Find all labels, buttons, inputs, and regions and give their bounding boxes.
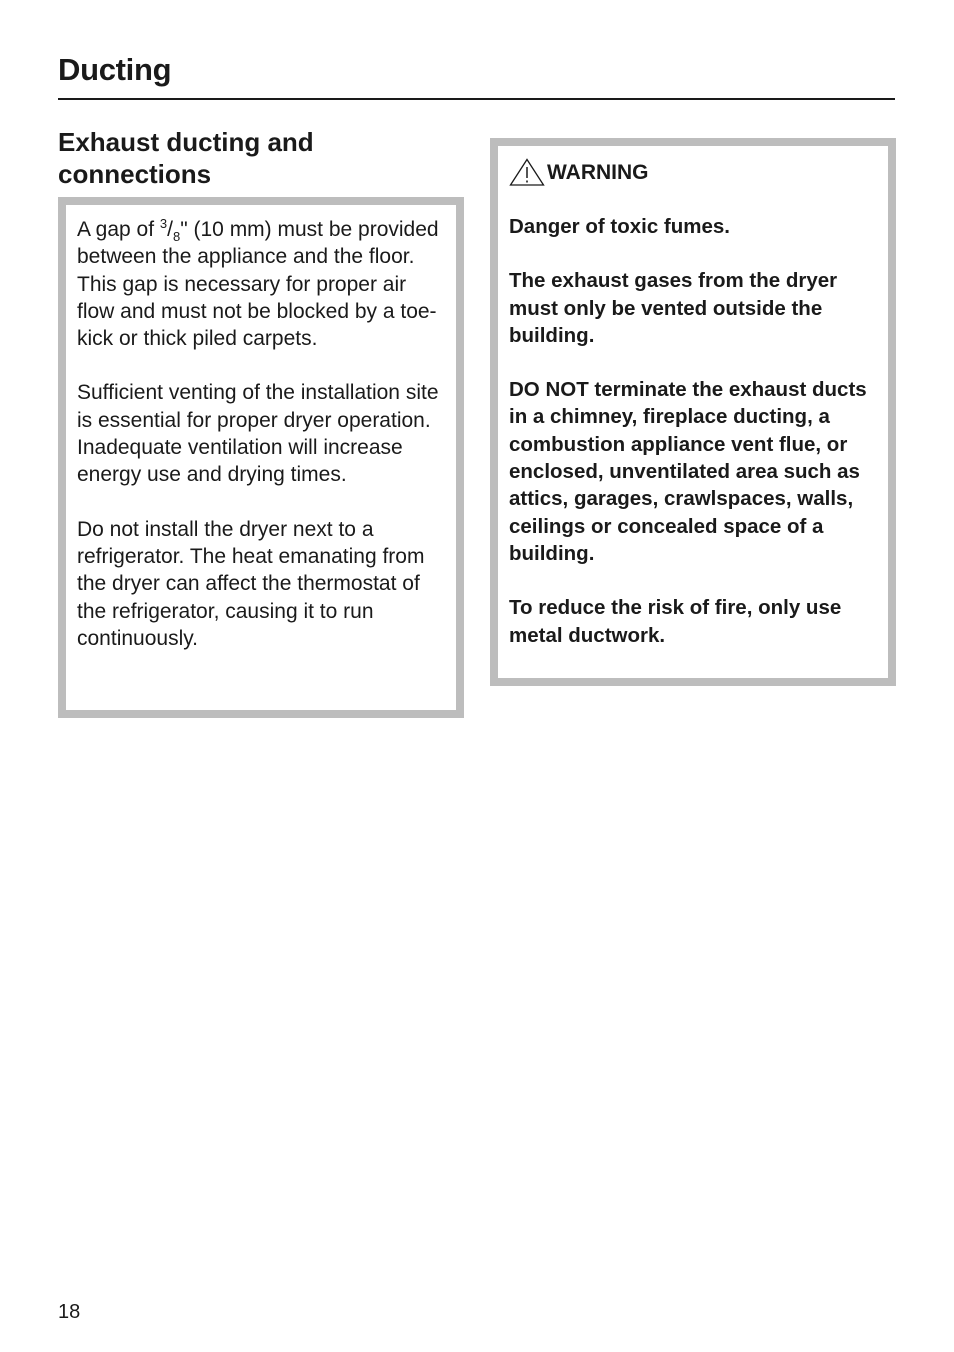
gap-paragraph: [77, 216, 446, 352]
warning-metal-ductwork: To reduce the risk of fire, only use metal ductwork.: [509, 596, 842, 647]
warning-header: [509, 158, 880, 186]
fraction-slash: /: [167, 218, 173, 241]
warning-triangle-icon: [509, 158, 545, 186]
warning-vent-outside: The exhaust gases from the dryer must only be vented outside the building.: [509, 269, 838, 347]
refrigerator-paragraph: Do not install the dryer next to a refrigerator. The heat emanating from the dryer can affect the thermostat of the refrigerator, causing it to run continuously.: [77, 517, 425, 650]
fraction-numerator: 3: [159, 216, 168, 231]
warning-toxic-fumes: Danger of toxic fumes.: [509, 215, 730, 238]
gap-prefix: A gap of: [77, 218, 160, 241]
page-title: Ducting: [58, 52, 172, 87]
section-heading: Exhaust ducting and connections: [58, 127, 314, 189]
warning-do-not-terminate: DO NOT terminate the exhaust ducts in a chimney, fireplace ducting, a combustion appliance vent flue, or enclosed, unventilated area such as attics, garages, crawlspaces, walls, ceilings or concealed space of a building.: [509, 378, 867, 565]
venting-paragraph: Sufficient venting of the installation site is essential for proper dryer operation. Inadequate ventilation will increase energy use and drying times.: [77, 381, 439, 487]
title-divider: [58, 98, 895, 100]
warning-box: [490, 138, 896, 686]
gap-rest: " (10 mm) must be provided between the appliance and the floor. This gap is necessary for proper air flow and must not be blocked by a toe-kick or thick piled carpets.: [77, 218, 439, 351]
page-number: 18: [58, 1301, 81, 1323]
fraction-denominator: 8: [172, 229, 181, 245]
info-box: [58, 197, 464, 718]
warning-label: WARNING: [547, 160, 649, 184]
